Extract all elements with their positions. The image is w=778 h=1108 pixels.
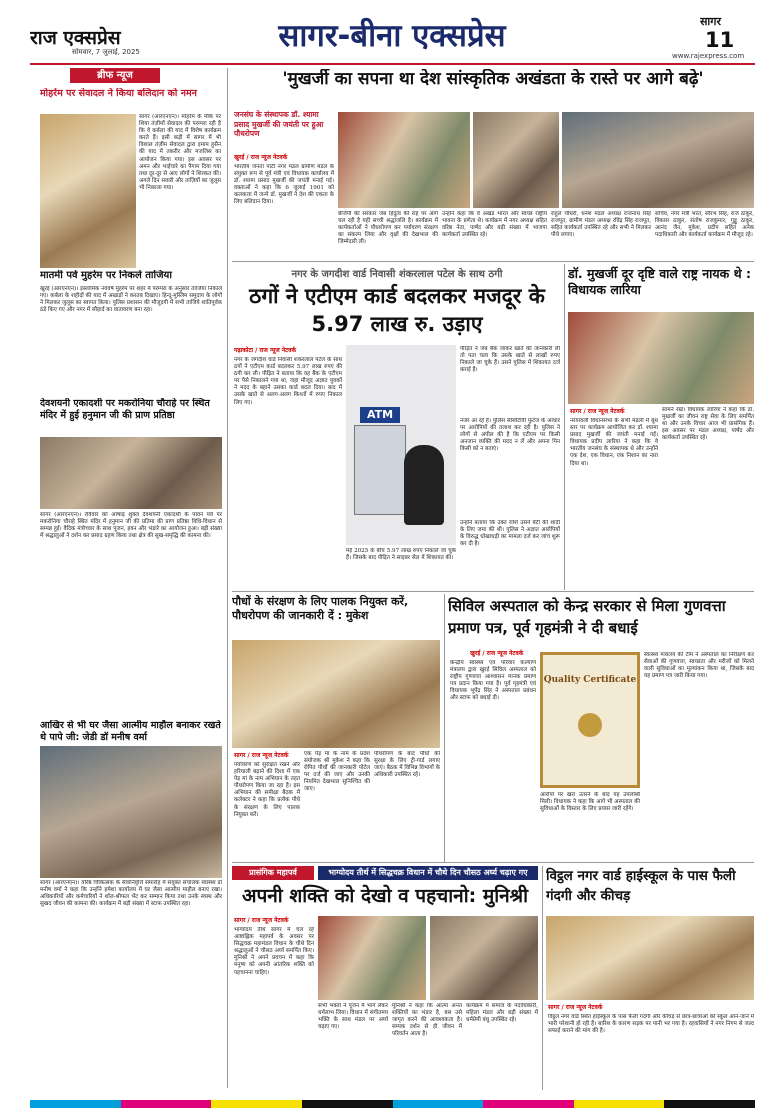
brief-3-body: सागर (आरएनएन)। रविवार को आषाढ़ शुक्ल देवशयनी एकादशी के पावन पर्व पर मकरोनिया चौराहे स्थित मंदिर में हनुमान जी की प्रतिमा की प्राण प्रतिष्ठा विधि-विधान से सम्पन्न हुई। वैदिक मंत्रोच्चार के साथ पूजन, हवन और भंडारे का आयोजन हुआ। बड़ी संख्या में श्रद्धालुओं ने दर्शन कर प्रसाद ग्रहण किया तथा क्षेत्र की सुख-समृद्धि की कामना की। bbox=[40, 512, 222, 540]
bottom-body-3: मुनिश्री ने कहा कि आत्मा अनंत शक्तियों का भंडार है, बस उसे जागृत करने की आवश्यकता है। सम्यक दर्शन से ही जीवन में परिवर्तन आता है। bbox=[392, 1003, 462, 1038]
top-photo-2 bbox=[473, 112, 559, 208]
certificate-image bbox=[540, 652, 640, 788]
lariya-byline: सागर / राज न्यूज नेटवर्क bbox=[570, 408, 625, 415]
lariya-photo bbox=[568, 312, 754, 404]
fraud-body-4: नजर आ रहे हैं। पुलिस सीसीटीवी फुटेज के आधार पर आरोपियों की तलाश कर रही है। पुलिस ने लोगों से अपील की है कि एटीएम पर किसी अनजान व्यक्ति की मदद न लें और अपना पिन किसी को न बताएं। bbox=[460, 418, 560, 453]
website-url[interactable]: www.rajexpress.com bbox=[672, 52, 745, 60]
brief-4-body: सागर (आरएनएन)। वरिष्ठ चिकित्सक के सेवानिवृत्ति समारोह में संयुक्त संचालक स्वास्थ्य डॉ मनीष वर्मा ने कहा कि उन्होंने हमेशा कार्यालय में घर जैसा आत्मीय माहौल बनाए रखा। अधिकारियों और कर्मचारियों ने शॉल-श्रीफल भेंट कर सम्मान किया तथा उनके स्वस्थ और सुखद जीवन की कामना की। कार्यक्रम में बड़ी संख्या में स्टाफ उपस्थित रहा। bbox=[40, 880, 222, 908]
plants-body-2: एक पेड़ मां के नाम के प्रदेश संयोजक श्री मुकेश ने कहा कि रोपित पौधों की जानकारी पोर्टल पर दर्ज की जाए और उनकी नियमित देखभाल सुनिश्चित की जाए। bbox=[304, 751, 370, 793]
top-photo-3 bbox=[562, 112, 754, 208]
cmyk-magenta-2 bbox=[483, 1100, 574, 1108]
bottom-body-4: कार्यक्रम में समाज के पदाधिकारी, महिला मंडल और बड़ी संख्या में धर्मप्रेमी बंधु उपस्थित रहे। bbox=[466, 1003, 538, 1024]
plants-photo bbox=[232, 640, 440, 748]
cmyk-cyan-2 bbox=[393, 1100, 484, 1108]
thief-icon bbox=[404, 445, 444, 525]
bottom-photo-2 bbox=[430, 916, 538, 1000]
top-body-4: राहुल चौधरी, धनेश मंडल अध्यक्ष राजनाथ सिंह राजपूत, ग्रामीण मंडल अध्यक्ष रविंद्र सिंह राजपूत, सहित कार्यकर्ता उपस्थित रहे और सभी ने मिलकर पौधे लगाए। bbox=[551, 211, 651, 239]
brief-4-photo bbox=[40, 746, 222, 878]
masthead-title: सागर-बीना एक्सप्रेस bbox=[278, 18, 506, 52]
hospital-byline: खुरई / राज न्यूज नेटवर्क bbox=[470, 650, 524, 657]
bottom-photo-1 bbox=[318, 916, 426, 1000]
lower-rule bbox=[232, 862, 754, 863]
plants-divider bbox=[444, 594, 445, 862]
top-headline: 'मुखर्जी का सपना था देश सांस्कृतिक अखंडता के रास्ते पर आगे बढ़े' bbox=[282, 69, 704, 89]
mid-rule bbox=[232, 591, 754, 592]
brief-4-title: आखिर से भी घर जैसा आत्मीय माहौल बनाकर रखते थे पापे जी: जेडी डॉ मनीष वर्मा bbox=[40, 720, 221, 743]
bottom-byline: सागर / राज न्यूज नेटवर्क bbox=[234, 917, 289, 924]
cmyk-black bbox=[302, 1100, 393, 1108]
school-byline: सागर / राज न्यूज नेटवर्क bbox=[548, 1004, 603, 1011]
fraud-byline: गढ़ाकोटा / राज न्यूज नेटवर्क bbox=[234, 347, 297, 354]
school-headline: विट्ठल नगर वार्ड हाईस्कूल के पास फैली गंदगी और कीचड़ bbox=[546, 868, 736, 904]
bottom-body-1: भाग्योदय तीर्थ सागर में चल रहे आष्टाह्निक महापर्व के अवसर पर सिद्धचक्र महामंडल विधान के चौथे दिन श्रद्धालुओं ने चौसठ अर्घ्य समर्पित किए। मुनिश्री ने अपने प्रवचन में कहा कि मनुष्य को अपनी आंतरिक शक्ति को पहचानना चाहिए। bbox=[234, 927, 314, 976]
hospital-body-1: केन्द्रीय स्वास्थ्य एवं परिवार कल्याण मंत्रालय द्वारा खुरई सिविल अस्पताल को राष्ट्रीय गुणवत्ता आश्वासन मानक प्रमाण पत्र प्रदान किया गया है। पूर्व गृहमंत्री एवं विधायक भूपेंद्र सिंह ने अस्पताल प्रबंधन और स्टाफ को बधाई दी। bbox=[450, 660, 536, 702]
hospital-body-2: स्वास्थ्य मंत्रालय की टीम ने अस्पताल का निरीक्षण कर सेवाओं की गुणवत्ता, स्वच्छता और मरीजों को मिलने वाली सुविधाओं का मूल्यांकन किया था, जिसके बाद यह प्रमाण पत्र जारी किया गया। bbox=[644, 652, 754, 680]
certificate-seal-icon bbox=[578, 713, 602, 737]
plants-body-3: पौधरोपण के बाद पौधों की सुरक्षा के लिए ट्री-गार्ड लगाए जाएं। बैठक में विभिन्न विभागों के अधिकारी उपस्थित रहे। bbox=[374, 751, 440, 779]
plants-body-1: पर्यावरण को सुरक्षित रखने और हरियाली बढ़ाने की दिशा में एक पेड़ मां के नाम अभियान के तहत पौधरोपण किया जा रहा है। इस अभियान की समीक्षा बैठक में कलेक्टर ने कहा कि प्रत्येक पौधे के संरक्षण के लिए पालक नियुक्त करें। bbox=[234, 762, 300, 818]
cmyk-yellow-2 bbox=[574, 1100, 665, 1108]
brief-3-title: देवशयनी एकादशी पर मकरोनिया चौराहे पर स्थित मंदिर में हुई हनुमान जी की प्राण प्रतिष्ठा bbox=[40, 398, 210, 421]
school-body: विट्ठल नगर वार्ड स्थित हाईस्कूल के पास फैली गंदगी और कीचड़ से छात्र-छात्राओं को स्कूल आने-जाने में भारी परेशानी हो रही है। बारिश के कारण सड़क पर पानी भर गया है। रहवासियों ने नगर निगम से जल्द सफाई कराने की मांग की है। bbox=[548, 1014, 754, 1035]
masthead-brand: राज एक्सप्रेस bbox=[30, 27, 121, 48]
bottom-body-2: सभी भक्तों ने पूजन में भाग लेकर धर्मलाभ लिया। विधान में संगीतमय भक्ति के साथ मंडल पर अर्घ्य चढ़ाए गए। bbox=[318, 1003, 388, 1031]
left-column-divider bbox=[227, 68, 228, 1088]
cmyk-cyan bbox=[30, 1100, 121, 1108]
atm-machine-icon bbox=[354, 425, 406, 515]
brief-2-body: खुरई (आरएनएन)। इस्लामिक नववर्ष मुहर्रम पर शहर में परम्परा के अनुसार ताजिया निकाले गए। कर्बला के शहीदों की याद में अखाड़ों ने करतब दिखाए। हिन्दू-मुस्लिम समुदाय के लोगों ने मिलकर जुलूस का स्वागत किया। पुलिस प्रशासन की मौजूदगी में सभी ताजिये शांतिपूर्वक ठंडे किए गए और नगर में सौहार्द का वातावरण बना रहा। bbox=[40, 286, 222, 314]
fraud-body-5: उन्होंने बताया कि उक्त राशि उसने बेटी की शादी के लिए जमा की थी। पुलिस ने अज्ञात आरोपियों के विरुद्ध धोखाधड़ी का मामला दर्ज कर जांच शुरू कर दी है। bbox=[460, 520, 560, 548]
fraud-headline: ठगों ने एटीएम कार्ड बदलकर मजदूर के 5.97 लाख रु. उड़ाए bbox=[249, 284, 545, 336]
fraud-kicker: नगर के जगदीश वार्ड निवासी शंकरलाल पटेल के साथ ठगी bbox=[291, 269, 503, 280]
masthead-city: सागर bbox=[700, 15, 721, 28]
atm-illustration bbox=[346, 345, 456, 545]
brief-1-body: सागर (आरएनएन)। मोहर्रम के मौके पर शिया तंज़ीमों सेवादल की परम्परा रही है कि वे कर्बला की याद में विशेष कार्यक्रम करते हैं। इसी कड़ी में सागर में भी विशाल तंज़ीम सेवादल द्वारा इमाम हुसैन की याद में तकरीर और मजलिस का आयोजन किया गया। इस अवसर पर अमन और भाईचारे का पैगाम दिया गया तथा दूर-दूर से आए लोगों ने शिरकत की। अगले दिन सवारी और ताज़ियों का जुलूस भी निकाला गया। bbox=[139, 114, 221, 191]
cmyk-yellow bbox=[211, 1100, 302, 1108]
fraud-body-3: मई 2025 के बीच 5.97 लाख रुपए निकाले जा चुके हैं। जिसके बाद पीड़ित ने साइबर सेल में शिकायत की। bbox=[346, 548, 456, 562]
cmyk-black-2 bbox=[664, 1100, 755, 1108]
top-body-2: बीजेपी की सरकार जब हिंदुत्व की राह पर आगे चल रही है यही सच्ची श्रद्धांजलि है। कार्यक्रम में कार्यकर्ताओं ने पौधारोपण कर पर्यावरण संरक्षण का संकल्प लिया और वृक्षों की देखभाल की जिम्मेदारी ली। bbox=[338, 211, 438, 246]
masthead-rule bbox=[30, 63, 755, 65]
brief-2-title: मातमी पर्व मुहर्रम पर निकले ताजिया bbox=[40, 270, 172, 281]
plants-headline: पौधों के संरक्षण के लिए पालक नियुक्त करें, पौधरोपण की जानकारी दें : मुकेश bbox=[232, 595, 409, 622]
brief-3-photo bbox=[40, 437, 222, 509]
lariya-body-1: नरयावली विधानसभा के सभी मंडलों में बूथ स्तर पर कार्यक्रम आयोजित कर डॉ. श्यामा प्रसाद मुखर्जी की जयंती मनाई गई। विधायक प्रदीप लारिया ने कहा कि वे भारतीय जनसंघ के संस्थापक थे और उन्होंने एक देश, एक विधान, एक निशान का नारा दिया था। bbox=[570, 418, 658, 467]
plants-byline: सागर / राज न्यूज नेटवर्क bbox=[234, 752, 289, 759]
bottom-headline: अपनी शक्ति को देखो व पहचानो: मुनिश्री bbox=[241, 885, 529, 907]
color-registration-strip bbox=[30, 1100, 755, 1108]
top-kicker: जनसंघ के संस्थापक डॉ. श्यामा प्रसाद मुखर्जी की जयंती पर हुआ पौधरोपण bbox=[234, 110, 324, 138]
hospital-body-3: आरोपों पर खरा उतरने के बाद यह उपलब्धि मिली। विधायक ने कहा कि आगे भी अस्पताल की सुविधाओं के विस्तार के लिए प्रयास जारी रहेंगे। bbox=[540, 792, 640, 813]
lariya-headline: डॉ. मुखर्जी दूर दृष्टि वाले राष्ट्र नायक थे : विधायक लारिया bbox=[568, 266, 751, 297]
top-body-5: सचिव, नगर मंत्री भरत, सौरभ सिंह, राज ठाकुर, विकास ठाकुर, संतोष राजकुमार, गुड्डू ठाकुर, आनंद जैन, मुकेश, प्रदीप सहित अनेक पदाधिकारी और कार्यकर्ता कार्यक्रम में मौजूद रहे। bbox=[655, 211, 754, 239]
atm-sign: ATM bbox=[360, 407, 400, 423]
bottom-divider bbox=[542, 866, 543, 1090]
top-body-3: उन्होंने कहा कि वे अखंड भारत और स्वच्छ राष्ट्रीय भावना के प्रणेता थे। कार्यक्रम में नगर अध्यक्ष सहित वरिष्ठ नेता, पार्षद और बड़ी संख्या में भाजपा कार्यकर्ता उपस्थित रहे। bbox=[442, 211, 547, 239]
masthead-date: सोमवार, 7 जुलाई, 2025 bbox=[72, 48, 140, 56]
fraud-body-2: पीड़ित ने जब बैंक जाकर खाते की जानकारी ली तो पता चला कि उसके खाते से लाखों रुपए निकाले जा चुके हैं। उसने पुलिस में शिकायत दर्ज कराई है। bbox=[460, 346, 560, 374]
brief-1-photo bbox=[40, 114, 136, 268]
bottom-tag: प्रासंगिक महापर्व bbox=[232, 866, 314, 880]
lariya-body-2: सामने रखे। विधायक लारिया ने कहा कि डॉ. मुखर्जी का जीवन राष्ट्र सेवा के लिए समर्पित था और उनके विचार आज भी प्रासंगिक हैं। इस अवसर पर मंडल अध्यक्ष, पार्षद और कार्यकर्ता उपस्थित रहे। bbox=[662, 407, 754, 442]
school-photo bbox=[546, 916, 754, 1000]
top-photo-1 bbox=[338, 112, 470, 208]
hospital-headline: सिविल अस्पताल को केन्द्र सरकार से मिला गुणवत्ता प्रमाण पत्र, पूर्व गृहमंत्री ने दी बधाई bbox=[448, 597, 726, 637]
brief-1-title: मोहर्रम पर सेवादल ने किया बलिदान को नमन bbox=[40, 88, 197, 99]
brief-news-tag: ब्रीफ न्यूज bbox=[70, 68, 160, 83]
cmyk-magenta bbox=[121, 1100, 212, 1108]
top-byline: खुरई / राज न्यूज नेटवर्क bbox=[234, 154, 288, 161]
certificate-title: Quality Certificate bbox=[543, 675, 637, 685]
page-number: 11 bbox=[705, 28, 735, 52]
top-body-1: भारतीय जनता पार्टी नगर मंडल ग्रामीण मंडल के संयुक्त रूप से पूर्व मंत्री एवं विधायक कार्यालय में डॉ. श्यामा प्रसाद मुखर्जी की जयंती मनाई गई। वक्ताओं ने कहा कि 6 जुलाई 1901 को कलकत्ता में जन्मे डॉ. मुखर्जी ने देश की एकता के लिए बलिदान दिया। bbox=[234, 164, 334, 206]
fraud-divider bbox=[564, 264, 565, 590]
fraud-body-1: नगर के जगदीश वार्ड निवासी शंकरलाल पटेल के साथ ठगों ने एटीएम कार्ड बदलकर 5.97 लाख रुपए की ठगी कर ली। पीड़ित ने बताया कि वह बैंक के एटीएम पर पैसे निकालने गया था, जहां मौजूद अज्ञात युवकों ने मदद के बहाने उसका कार्ड बदल दिया। बाद में उसके खाते से अलग-अलग किश्तों में रुपए निकाल लिए गए। bbox=[234, 357, 342, 406]
top-story-rule bbox=[232, 261, 754, 262]
bottom-kicker: भाग्योदय तीर्थ में सिद्धचक्र विधान में चौथे दिन चौसठ अर्घ्य चढ़ाए गए bbox=[318, 866, 538, 880]
